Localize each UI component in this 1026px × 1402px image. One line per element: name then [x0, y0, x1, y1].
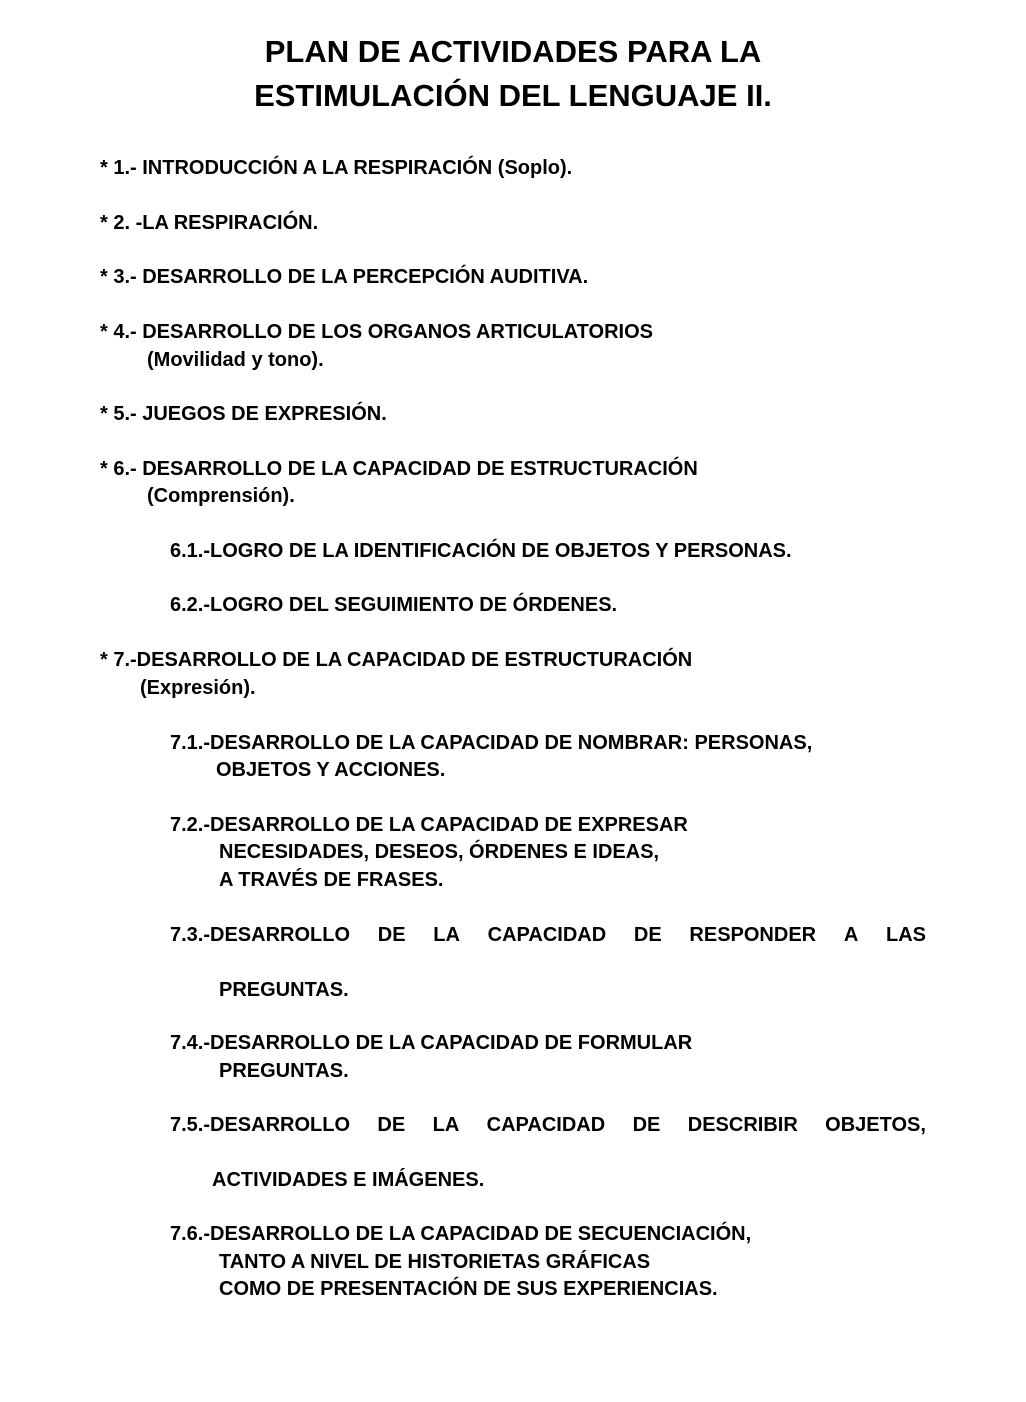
subitem-7-6-line-2: TANTO A NIVEL DE HISTORIETAS GRÁFICAS: [219, 1251, 651, 1273]
subitem-7-5-word: OBJETOS,: [825, 1114, 926, 1136]
subitem-7-3-line-1: [170, 921, 926, 949]
subitem-7-6-line-1: 7.6.-DESARROLLO DE LA CAPACIDAD DE SECUENCIACIÓN,: [170, 1223, 752, 1245]
subitem-7-2-line-1: 7.2.-DESARROLLO DE LA CAPACIDAD DE EXPRESAR: [170, 814, 688, 836]
subitem-7-2-line-3: A TRAVÉS DE FRASES.: [219, 869, 444, 891]
list-item-6: * 6.- DESARROLLO DE LA CAPACIDAD DE ESTRUCTURACIÓN: [100, 458, 698, 480]
subitem-7-2-line-2: NECESIDADES, DESEOS, ÓRDENES E IDEAS,: [219, 841, 660, 863]
subitem-7-5-word: DE: [632, 1114, 661, 1136]
subitem-7-5-line-1: [170, 1111, 926, 1139]
subitem-7-3-word: 7.3.-DESARROLLO: [170, 924, 351, 946]
page-title-line-1: PLAN DE ACTIVIDADES PARA LA: [264, 34, 762, 69]
subitem-7-3-word: LAS: [886, 924, 926, 946]
subitem-7-3-word: RESPONDER: [689, 924, 817, 946]
list-item-2: * 2. -LA RESPIRACIÓN.: [100, 212, 319, 234]
subitem-6-2: 6.2.-LOGRO DEL SEGUIMIENTO DE ÓRDENES.: [170, 594, 618, 616]
subitem-7-6-line-3: COMO DE PRESENTACIÓN DE SUS EXPERIENCIAS.: [219, 1278, 718, 1300]
subitem-7-3-word: DE: [377, 924, 406, 946]
subitem-7-3-word: A: [843, 924, 859, 946]
list-item-4-continuation: (Movilidad y tono).: [147, 349, 324, 371]
list-item-1: * 1.- INTRODUCCIÓN A LA RESPIRACIÓN (Soplo).: [100, 157, 573, 179]
subitem-7-4-line-2: PREGUNTAS.: [219, 1060, 349, 1082]
subitem-7-5-word: LA: [432, 1114, 460, 1136]
subitem-7-4-line-1: 7.4.-DESARROLLO DE LA CAPACIDAD DE FORMULAR: [170, 1032, 693, 1054]
page-title-line-2: ESTIMULACIÓN DEL LENGUAJE II.: [254, 78, 772, 113]
subitem-7-5-word: 7.5.-DESARROLLO: [170, 1114, 351, 1136]
subitem-7-3-word: CAPACIDAD: [487, 924, 607, 946]
subitem-7-5-word: CAPACIDAD: [486, 1114, 606, 1136]
subitem-7-3-line-2: PREGUNTAS.: [219, 979, 349, 1001]
list-item-7: * 7.-DESARROLLO DE LA CAPACIDAD DE ESTRUCTURACIÓN: [100, 649, 693, 671]
list-item-3: * 3.- DESARROLLO DE LA PERCEPCIÓN AUDITIVA.: [100, 266, 589, 288]
list-item-6-continuation: (Comprensión).: [147, 485, 295, 507]
subitem-7-5-line-2: ACTIVIDADES E IMÁGENES.: [212, 1169, 485, 1191]
subitem-7-3-word: DE: [633, 924, 662, 946]
list-item-5: * 5.- JUEGOS DE EXPRESIÓN.: [100, 403, 387, 425]
list-item-7-continuation: (Expresión).: [140, 677, 256, 699]
subitem-7-3-word: LA: [433, 924, 460, 946]
list-item-4: * 4.- DESARROLLO DE LOS ORGANOS ARTICULATORIOS: [100, 321, 653, 343]
subitem-7-1-line-2: OBJETOS Y ACCIONES.: [216, 759, 446, 781]
subitem-7-5-word: DESCRIBIR: [687, 1114, 798, 1136]
subitem-7-5-word: DE: [377, 1114, 406, 1136]
subitem-6-1: 6.1.-LOGRO DE LA IDENTIFICACIÓN DE OBJETOS Y PERSONAS.: [170, 540, 792, 562]
subitem-7-1-line-1: 7.1.-DESARROLLO DE LA CAPACIDAD DE NOMBRAR: PERSONAS,: [170, 732, 813, 754]
